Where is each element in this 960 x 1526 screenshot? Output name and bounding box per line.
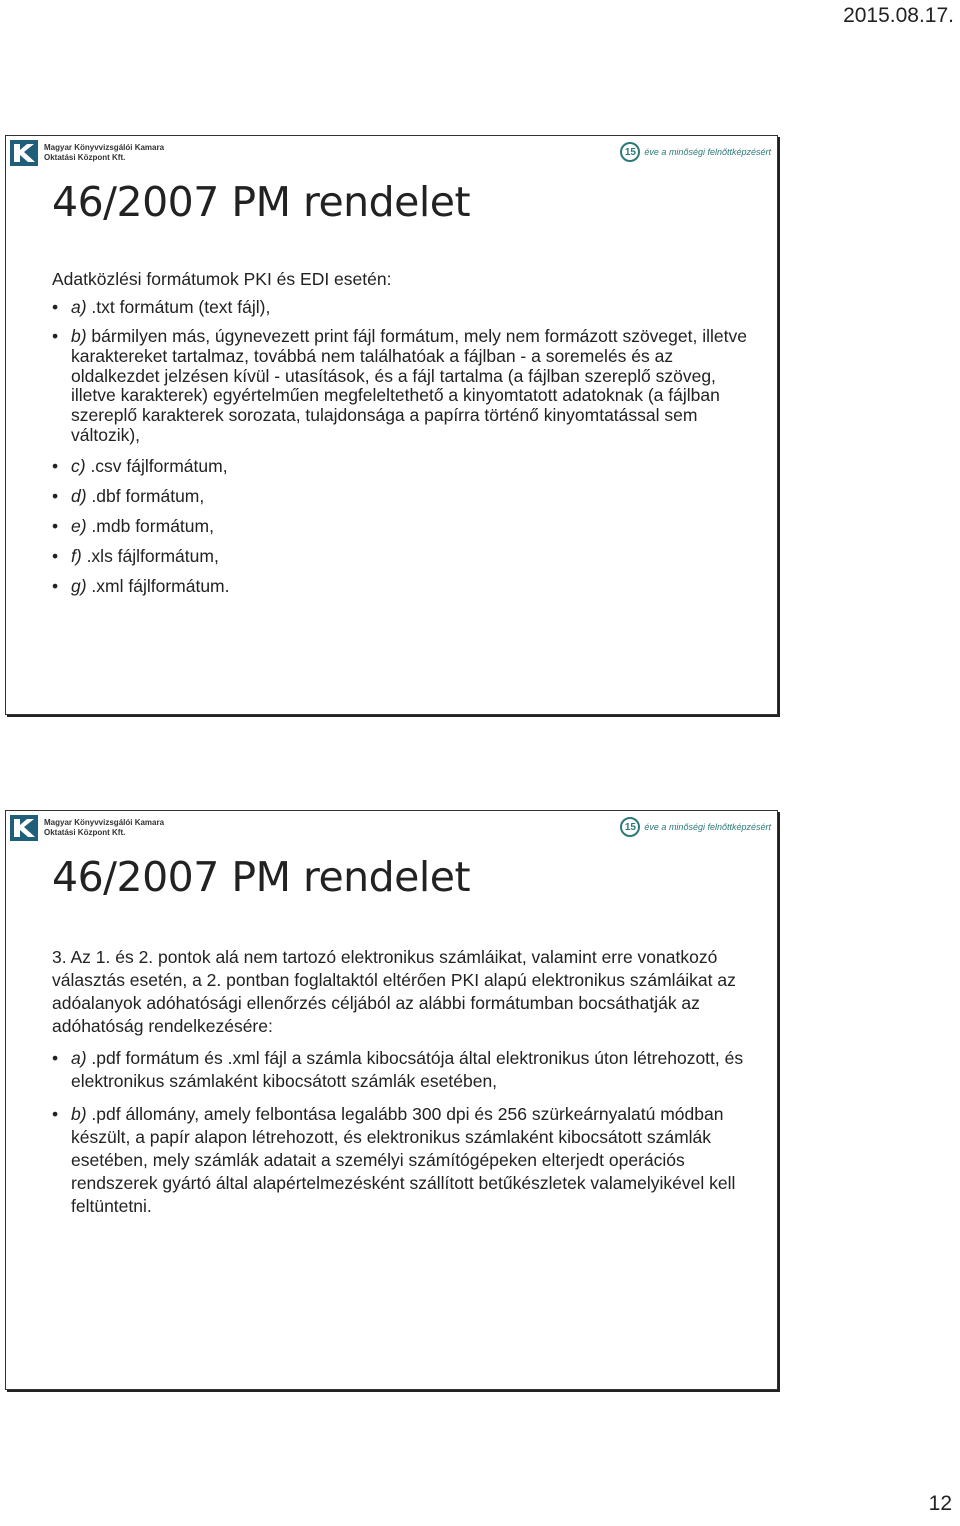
anniversary-text: éve a minőségi felnőttképzésért	[644, 822, 771, 832]
list-item: • b) bármilyen más, úgynevezett print fájl formátum, mely nem formázott szöveget, illetve karaktereket tartalmaz, továbbá nem találhatóak a fájlban - a soremelés és az oldalkezdet jelzésen kívül - utasítások, és a fájl tartalma (a fájlban szereplő szöveg, illetve karakterek) egyértelműen megfeleltethető a kinyomtatott adatoknak (a fájlban szereplő karakterek sorozata, tulajdonsága a papírra történő kinyomtatással sem változik),	[52, 327, 757, 446]
intro-text: Adatközlési formátumok PKI és EDI esetén:	[52, 269, 392, 289]
anniversary-badge: 15	[620, 817, 640, 837]
intro-text: 3. Az 1. és 2. pontok alá nem tartozó elektronikus számláikat, valamint erre vonatkozó választás esetén, a 2. pontban foglaltaktól eltérően PKI alapú elektronikus számláikat az adóalanyok adóhatósági ellenőrzés céljából az alábbi formátumban bocsáthatják az adóhatóság rendelkezésére:	[52, 947, 736, 1036]
logo-line-2: Oktatási Központ Kft.	[44, 828, 126, 837]
anniversary-text: éve a minőségi felnőttképzésért	[644, 147, 771, 157]
format-list	[52, 1047, 757, 1218]
page-date: 2015.08.17.	[843, 4, 954, 27]
anniversary-logo	[620, 142, 771, 162]
list-item: • a) .txt formátum (text fájl),	[52, 297, 757, 317]
list-item: • f) .xls fájlformátum,	[52, 546, 757, 566]
slide-title: 46/2007 PM rendelet	[52, 853, 471, 901]
slide-title: 46/2007 PM rendelet	[52, 178, 471, 226]
list-item: • c) .csv fájlformátum,	[52, 456, 757, 476]
list-item: • g) .xml fájlformátum.	[52, 576, 757, 596]
slide-body	[52, 269, 757, 606]
list-item: • e) .mdb formátum,	[52, 516, 757, 536]
anniversary-badge: 15	[620, 142, 640, 162]
list-item: • b) .pdf állomány, amely felbontása legalább 300 dpi és 256 szürkeárnyalatú módban készült, a papír alapon létrehozott, és elektronikus számlaként kibocsátott számlák esetében, mely számlák adatait a személyi számítógépeken elterjedt operációs rendszerek gyártó által alapértelmezésként szállított betűkészletek valamelyikével kell feltüntetni.	[52, 1103, 757, 1218]
format-list	[52, 297, 757, 596]
page-number: 12	[928, 1492, 952, 1515]
organization-logo	[10, 815, 164, 841]
mkvk-logo-icon	[10, 815, 38, 841]
logo-line-2: Oktatási Központ Kft.	[44, 153, 126, 162]
logo-line-1: Magyar Könyvvizsgálói Kamara	[44, 143, 165, 152]
list-item: • a) .pdf formátum és .xml fájl a számla kibocsátója által elektronikus úton létrehozott, és elektronikus számlaként kibocsátott számlák esetében,	[52, 1047, 757, 1093]
slide-2	[5, 810, 778, 1390]
anniversary-logo	[620, 817, 771, 837]
organization-logo	[10, 140, 164, 166]
slide-body	[52, 946, 757, 1228]
list-item: • d) .dbf formátum,	[52, 486, 757, 506]
slide-1	[5, 135, 778, 715]
mkvk-logo-icon	[10, 140, 38, 166]
logo-line-1: Magyar Könyvvizsgálói Kamara	[44, 818, 165, 827]
